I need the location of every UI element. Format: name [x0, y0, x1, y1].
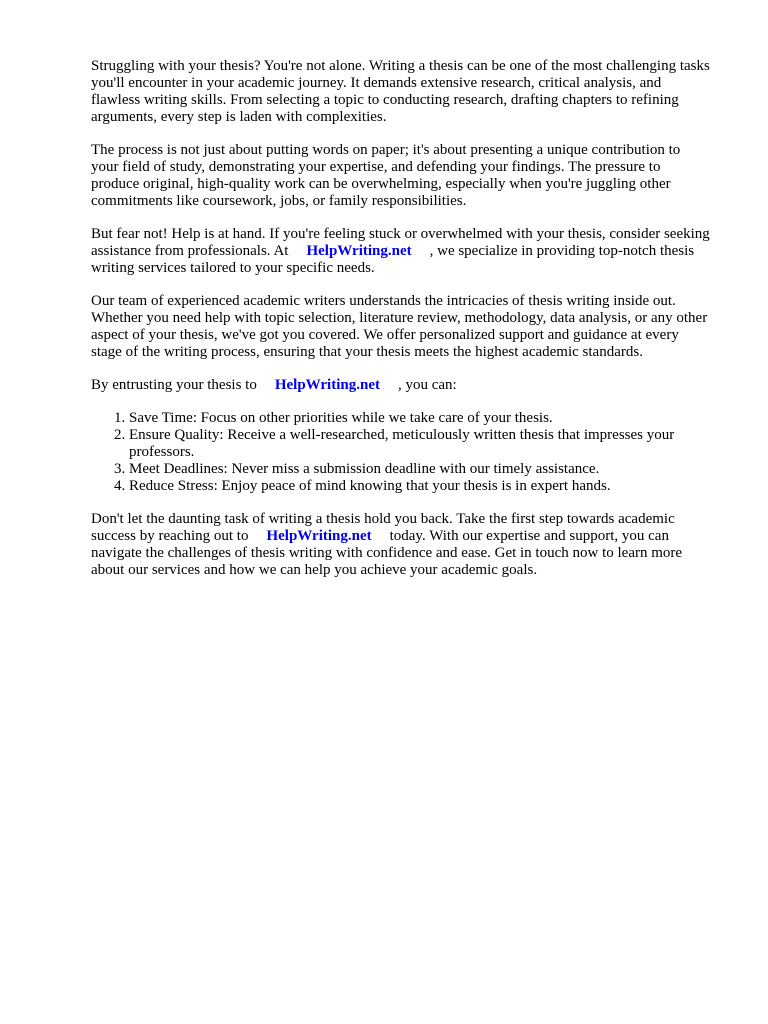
list-item: 1. Save Time: Focus on other priorities while we take care of your thesis.: [129, 410, 711, 427]
helpwriting-link[interactable]: HelpWriting.net: [306, 243, 412, 259]
closing-text-after: today. With our expertise and support, you can navigate the challenges of thesis writing with confidence and ease. Get in touch now to learn more about our services and how we can help you achieve your academic goals.: [91, 528, 683, 578]
help-text-before: But fear not! Help is at hand. If you're feeling stuck or overwhelmed with your thesis, consider seeking assistance from professionals. At: [91, 226, 710, 259]
list-item: 3. Meet Deadlines: Never miss a submission deadline with our timely assistance.: [129, 461, 711, 478]
list-item: 2. Ensure Quality: Receive a well-researched, meticulously written thesis that impresses your professors.: [129, 427, 711, 461]
closing-text-before: Don't let the daunting task of writing a thesis hold you back. Take the first step towards academic success by reaching out to: [91, 511, 675, 544]
help-paragraph: [91, 226, 711, 277]
team-paragraph: Our team of experienced academic writers understands the intricacies of thesis writing inside out. Whether you need help with topic selection, literature review, methodology, data analysis, or any other aspect of your thesis, we've got you covered. We offer personalized support and guidance at every stage of the writing process, ensuring that your thesis meets the highest academic standards.: [91, 293, 708, 360]
entrust-text-after: , you can:: [397, 377, 457, 393]
document-body: [91, 58, 711, 595]
closing-paragraph: [91, 511, 711, 579]
benefits-list: [91, 410, 711, 495]
entrust-text-before: By entrusting your thesis to: [91, 377, 257, 393]
process-paragraph: The process is not just about putting words on paper; it's about presenting a unique contribution to your field of study, demonstrating your expertise, and defending your findings. The pressure to produce original, high-quality work can be overwhelming, especially when you're juggling other commitments like coursework, jobs, or family responsibilities.: [91, 142, 681, 209]
list-item: 4. Reduce Stress: Enjoy peace of mind knowing that your thesis is in expert hands.: [129, 478, 711, 495]
intro-paragraph: Struggling with your thesis? You're not alone. Writing a thesis can be one of the most challenging tasks you'll encounter in your academic journey. It demands extensive research, critical analysis, and flawless writing skills. From selecting a topic to conducting research, drafting chapters to refining arguments, every step is laden with complexities.: [91, 58, 710, 125]
help-text-after: , we specialize in providing top-notch thesis writing services tailored to your specific needs.: [91, 243, 695, 276]
helpwriting-link[interactable]: HelpWriting.net: [274, 377, 380, 393]
helpwriting-link[interactable]: HelpWriting.net: [266, 528, 372, 544]
entrust-paragraph: [91, 377, 711, 394]
